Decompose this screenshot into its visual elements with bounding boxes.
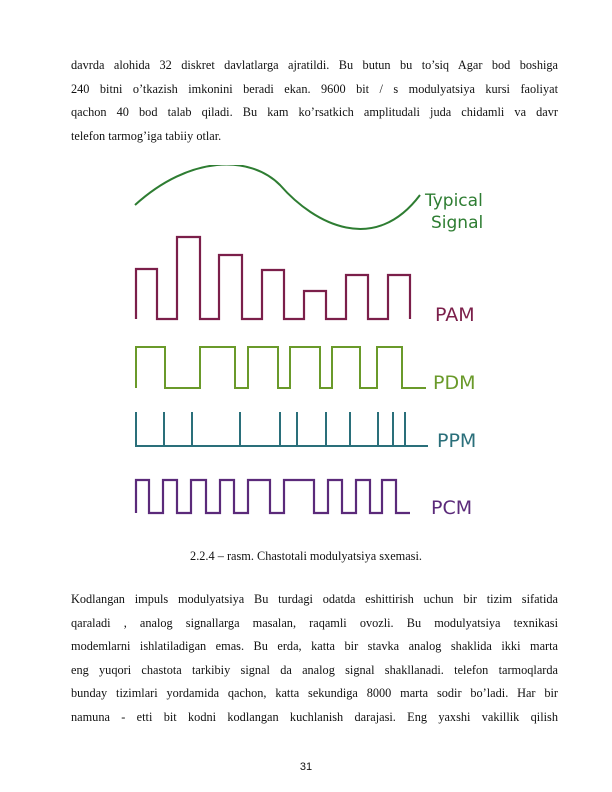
figure-caption: 2.2.4 – rasm. Chastotali modulyatsiya sxemasi. (190, 549, 422, 563)
paragraph-1 (71, 54, 558, 148)
text-line: davrda alohida 32 diskret davlatlarga ajratildi. Bu butun bu to’siq Agar bod boshiga (71, 58, 558, 72)
page-number: 31 (299, 761, 313, 773)
ppm-label: PPM (437, 430, 477, 452)
typical-signal-wave (135, 165, 420, 229)
pam-label: PAM (435, 304, 475, 326)
pdm-label: PDM (433, 372, 476, 394)
text-line: 240 bitni o’tkazish imkonini beradi ekan. 9600 bit / s modulyatsiya kursi faoliyat (71, 81, 558, 96)
pdm-signal-wave (136, 347, 426, 388)
pcm-signal-wave (136, 480, 410, 513)
text-line: bunday tizimlari yordamida qachon, katta sekundiga 8000 marta sodir bo’ladi. Har bir (71, 686, 558, 701)
text-line: eng yuqori chastota tarkibiy signal da analog signal shakllanadi. telefon tarmoqlarda (71, 662, 558, 677)
typical-label-line2: Signal (431, 213, 484, 233)
text-line: qachon 40 bod talab qiladi. Bu kam ko’rsatkich amplitudali juda chidamli va davr (71, 105, 558, 120)
text-line: Kodlangan impuls modulyatsiya Bu turdagi odatda eshittirish uchun bir tizim sifatida (71, 592, 558, 606)
ppm-signal-wave (135, 412, 428, 446)
modulation-figure (130, 165, 500, 525)
text-line: modemlarni ishlatiladigan emas. Bu erda, katta bir stavka analog shaklida ikki marta (71, 639, 558, 654)
text-line: namuna - etti bit kodni kodlangan kuchlanish darajasi. Eng yaxshi vakillik qilish (71, 709, 558, 724)
pcm-label: PCM (431, 497, 473, 519)
text-line: telefon tarmog’iga tabiiy otlar. (71, 128, 222, 143)
paragraph-2 (71, 588, 558, 730)
text-line: qaraladi , analog signallarga masalan, raqamli ovozli. Bu modulyatsiya texnikasi (71, 615, 558, 630)
typical-label-line1: Typical (425, 191, 483, 211)
pam-signal-wave (136, 237, 410, 319)
